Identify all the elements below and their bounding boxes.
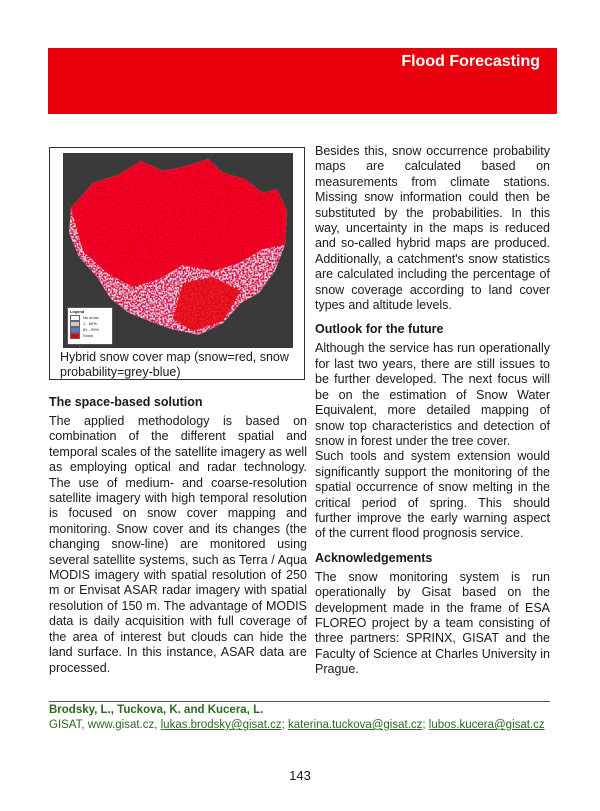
page-title: Flood Forecasting [401, 53, 540, 70]
section-heading: Acknowledgements [315, 550, 433, 565]
left-column [49, 394, 307, 676]
contact-line [49, 719, 545, 731]
separator: ; [422, 719, 429, 731]
section-body: Such tools and system extension would significantly support the monitoring of the spatial occurrence of snow melting in the critical period of spring. This should further improve the early warning aspect of the current flood prognosis service. [315, 449, 550, 541]
header-banner [48, 48, 557, 114]
map-legend [67, 307, 113, 345]
section-body: Besides this, snow occurrence probability maps are calculated based on measurements from climate stations. Missing snow information could then be substituted by the probabilities. In this way, uncertainty in the maps is reduced and so-called hybrid maps are produced. Additionally, a catchment's snow statistics are calculated including the percentage of snow coverage according to land cover types and altitude levels. [315, 144, 550, 313]
organization: GISAT, www.gisat.cz, [49, 719, 161, 731]
legend-label: No snow [83, 315, 99, 320]
email-link[interactable]: lukas.brodsky@gisat.cz [160, 719, 282, 731]
section-body: The snow monitoring system is run operationally by Gisat based on the development made in the frame of ESA FLOREO project by a team consisting of three partners: SPRINX, GISAT and the Faculty of Science at Charles University in Prague. [315, 569, 550, 677]
legend-label: 1 - 80% [83, 321, 97, 326]
page-number: 143 [289, 768, 311, 783]
legend-label: 81 - 99% [83, 327, 100, 332]
legend-title: Legend [70, 309, 85, 314]
footer-divider [49, 701, 550, 702]
email-link[interactable]: lubos.kucera@gisat.cz [428, 719, 545, 731]
section-heading: Outlook for the future [315, 322, 444, 337]
section-body: The applied methodology is based on combination of the different spatial and temporal scales of the satellite imagery as well as employing optical and radar technology. The use of medium- and coarse-resolution satellite imagery with high temporal resolution is focused on snow cover mapping and monitoring. Snow cover and its changes (the changing snow-line) are monitored using several satellite systems, such as Terra / Aqua MODIS imagery with spatial resolution of 250 m or Envisat ASAR radar imagery with spatial resolution of 150 m. The advantage of MODIS data is daily acquisition with full coverage of the area of interest but clouds can hide the land surface. In this instance, ASAR data are processed. [49, 414, 307, 675]
authors: Brodsky, L., Tuckova, K. and Kucera, L. [49, 704, 264, 716]
email-link[interactable]: katerina.tuckova@gisat.cz [288, 719, 423, 731]
snow-cover-map [63, 153, 293, 348]
legend-item [70, 333, 110, 339]
right-column [315, 144, 550, 678]
separator: ; [281, 719, 288, 731]
legend-swatch [70, 333, 80, 339]
figure-box [49, 147, 305, 380]
section-body: Although the service has run operationally for last two years, there are still issues to be further developed. The next focus will be on the estimation of Snow Water Equivalent, more detailed mapping of snow top characteristics and detection of snow in forest under the tree cover. [315, 341, 550, 448]
section-heading: The space-based solution [49, 395, 203, 409]
legend-label: Snow [83, 333, 94, 338]
figure-caption: Hybrid snow cover map (snow=red, snow probability=grey-blue) [60, 350, 289, 379]
